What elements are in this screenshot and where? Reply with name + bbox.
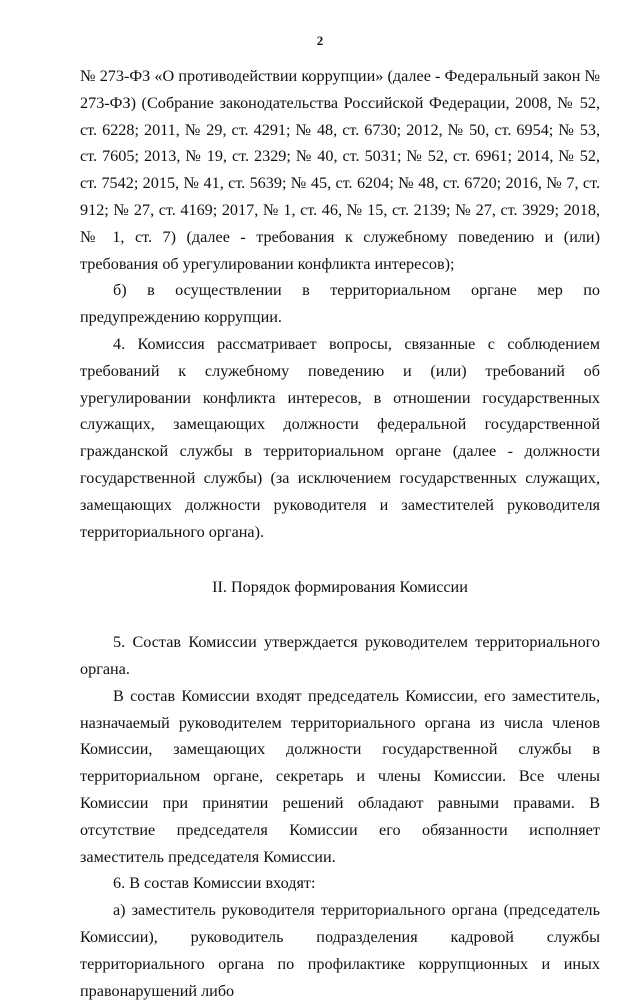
paragraph-law-reference: № 273-ФЗ «О противодействии коррупции» (далее - Федеральный закон № 273-ФЗ) (Собрание законодательства Российской Федерации, 2008, № 52, ст. 6228; 2011, № 29, ст. 4291; № 48, ст. 6730; 2012, № 50, ст. 6954; № 53, ст. 7605; 2013, № 19, ст. 2329; № 40, ст. 5031; № 52, ст. 6961; 2014, № 52, ст. 7542; 2015, № 41, ст. 5639; № 45, ст. 6204; № 48, ст. 6720; 2016, № 7, ст. 912; № 27, ст. 4169; 2017, № 1, ст. 46, № 15, ст. 2139; № 27, ст. 3929; 2018, № 1, ст. 7) (далее - требования к служебному поведению и (или) требования об урегулировании конфликта интересов);	[80, 67, 600, 273]
document-body	[80, 63, 600, 1004]
paragraph-4: 4. Комиссия рассматривает вопросы, связанные с соблюдением требований к служебному поведению и (или) требований об урегулировании конфликта интересов, в отношении государственных служащих, замещающих должности федеральной государственной гражданской службы в территориальном органе (далее - должности государственной службы) (за исключением государственных служащих, замещающих должности руководителя и заместителей руководителя территориального органа).	[80, 334, 600, 541]
page-number: 2	[316, 33, 324, 48]
section-heading: II. Порядок формирования Комиссии	[212, 578, 468, 597]
paragraph-6: 6. В состав Комиссии входят:	[113, 874, 316, 893]
paragraph-composition: В состав Комиссии входят председатель Комиссии, его заместитель, назначаемый руководителем территориального органа из числа членов Комиссии, замещающих должности государственной службы в территориальном органе, секретарь и члены Комиссии. Все члены Комиссии при принятии решений обладают равными правами. В отсутствие председателя Комиссии его обязанности исполняет заместитель председателя Комиссии.	[80, 686, 600, 866]
paragraph-5: 5. Состав Комиссии утверждается руководителем территориального органа.	[80, 633, 600, 678]
paragraph-item-b: б) в осуществлении в территориальном органе мер по предупреждению коррупции.	[80, 281, 600, 327]
paragraph-item-a: а) заместитель руководителя территориального органа (председатель Комиссии), руководитель подразделения кадровой службы территориального органа по профилактике коррупционных и иных правонарушений либо	[80, 901, 600, 1000]
